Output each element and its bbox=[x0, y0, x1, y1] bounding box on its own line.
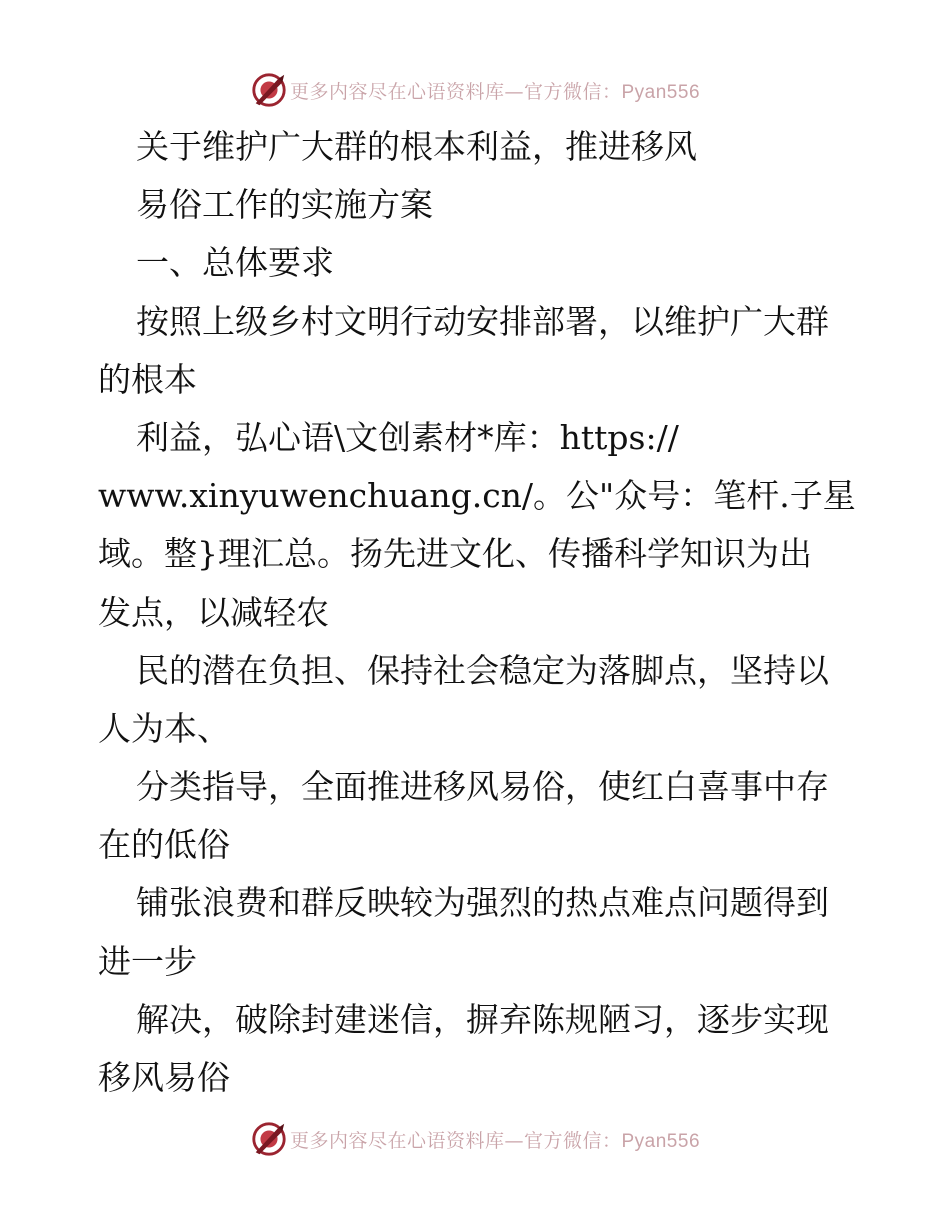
document-line: 利益，弘心语\文创素材*库：https:// bbox=[136, 417, 679, 457]
document-line: 在的低俗 bbox=[98, 825, 230, 865]
watermark-wechat-label: 官方微信： bbox=[523, 80, 622, 103]
document-line: 的根本 bbox=[98, 359, 197, 399]
watermark-text: 更多内容尽在心语资料库 bbox=[289, 80, 505, 103]
document-line: 一、总体要求 bbox=[136, 243, 334, 283]
document-line: 分类指导，全面推进移风易俗，使红白喜事中存 bbox=[136, 767, 829, 807]
document-line: 民的潜在负担、保持社会稳定为落脚点，坚持以 bbox=[136, 650, 829, 690]
watermark-banner-bottom bbox=[0, 1119, 950, 1159]
document-line: 易俗工作的实施方案 bbox=[136, 185, 433, 225]
document-line: 关于维护广大群的根本利益，推进移风 bbox=[136, 127, 697, 166]
document-body bbox=[98, 118, 858, 1107]
document-line: 域。整}理汇总。扬先进文化、传播科学知识为出 bbox=[98, 534, 812, 574]
watermark-wechat-label: 官方微信： bbox=[523, 1129, 622, 1152]
document-line: 发点，以减轻农 bbox=[98, 592, 329, 632]
document-line: 人为本、 bbox=[98, 708, 230, 748]
document-line: 进一步 bbox=[98, 941, 197, 981]
pen-logo-icon bbox=[250, 1120, 288, 1158]
document-line: 解决，破除封建迷信，摒弃陈规陋习，逐步实现 bbox=[136, 999, 829, 1039]
watermark-wechat-id: Pyan556 bbox=[621, 1130, 701, 1152]
watermark-dash: — bbox=[504, 1129, 524, 1152]
watermark-banner-top bbox=[0, 70, 950, 110]
pen-logo-icon bbox=[250, 71, 288, 109]
watermark-wechat-id: Pyan556 bbox=[621, 81, 701, 103]
document-line: 铺张浪费和群反映较为强烈的热点难点问题得到 bbox=[136, 883, 829, 923]
document-line: www.xinyuwenchuang.cn/。公"众号：笔杆.子星 bbox=[98, 476, 856, 516]
document-line: 按照上级乡村文明行动安排部署，以维护广大群 bbox=[136, 301, 829, 341]
watermark-text: 更多内容尽在心语资料库 bbox=[289, 1129, 505, 1152]
watermark-dash: — bbox=[504, 80, 524, 103]
document-line: 移风易俗 bbox=[98, 1058, 230, 1097]
